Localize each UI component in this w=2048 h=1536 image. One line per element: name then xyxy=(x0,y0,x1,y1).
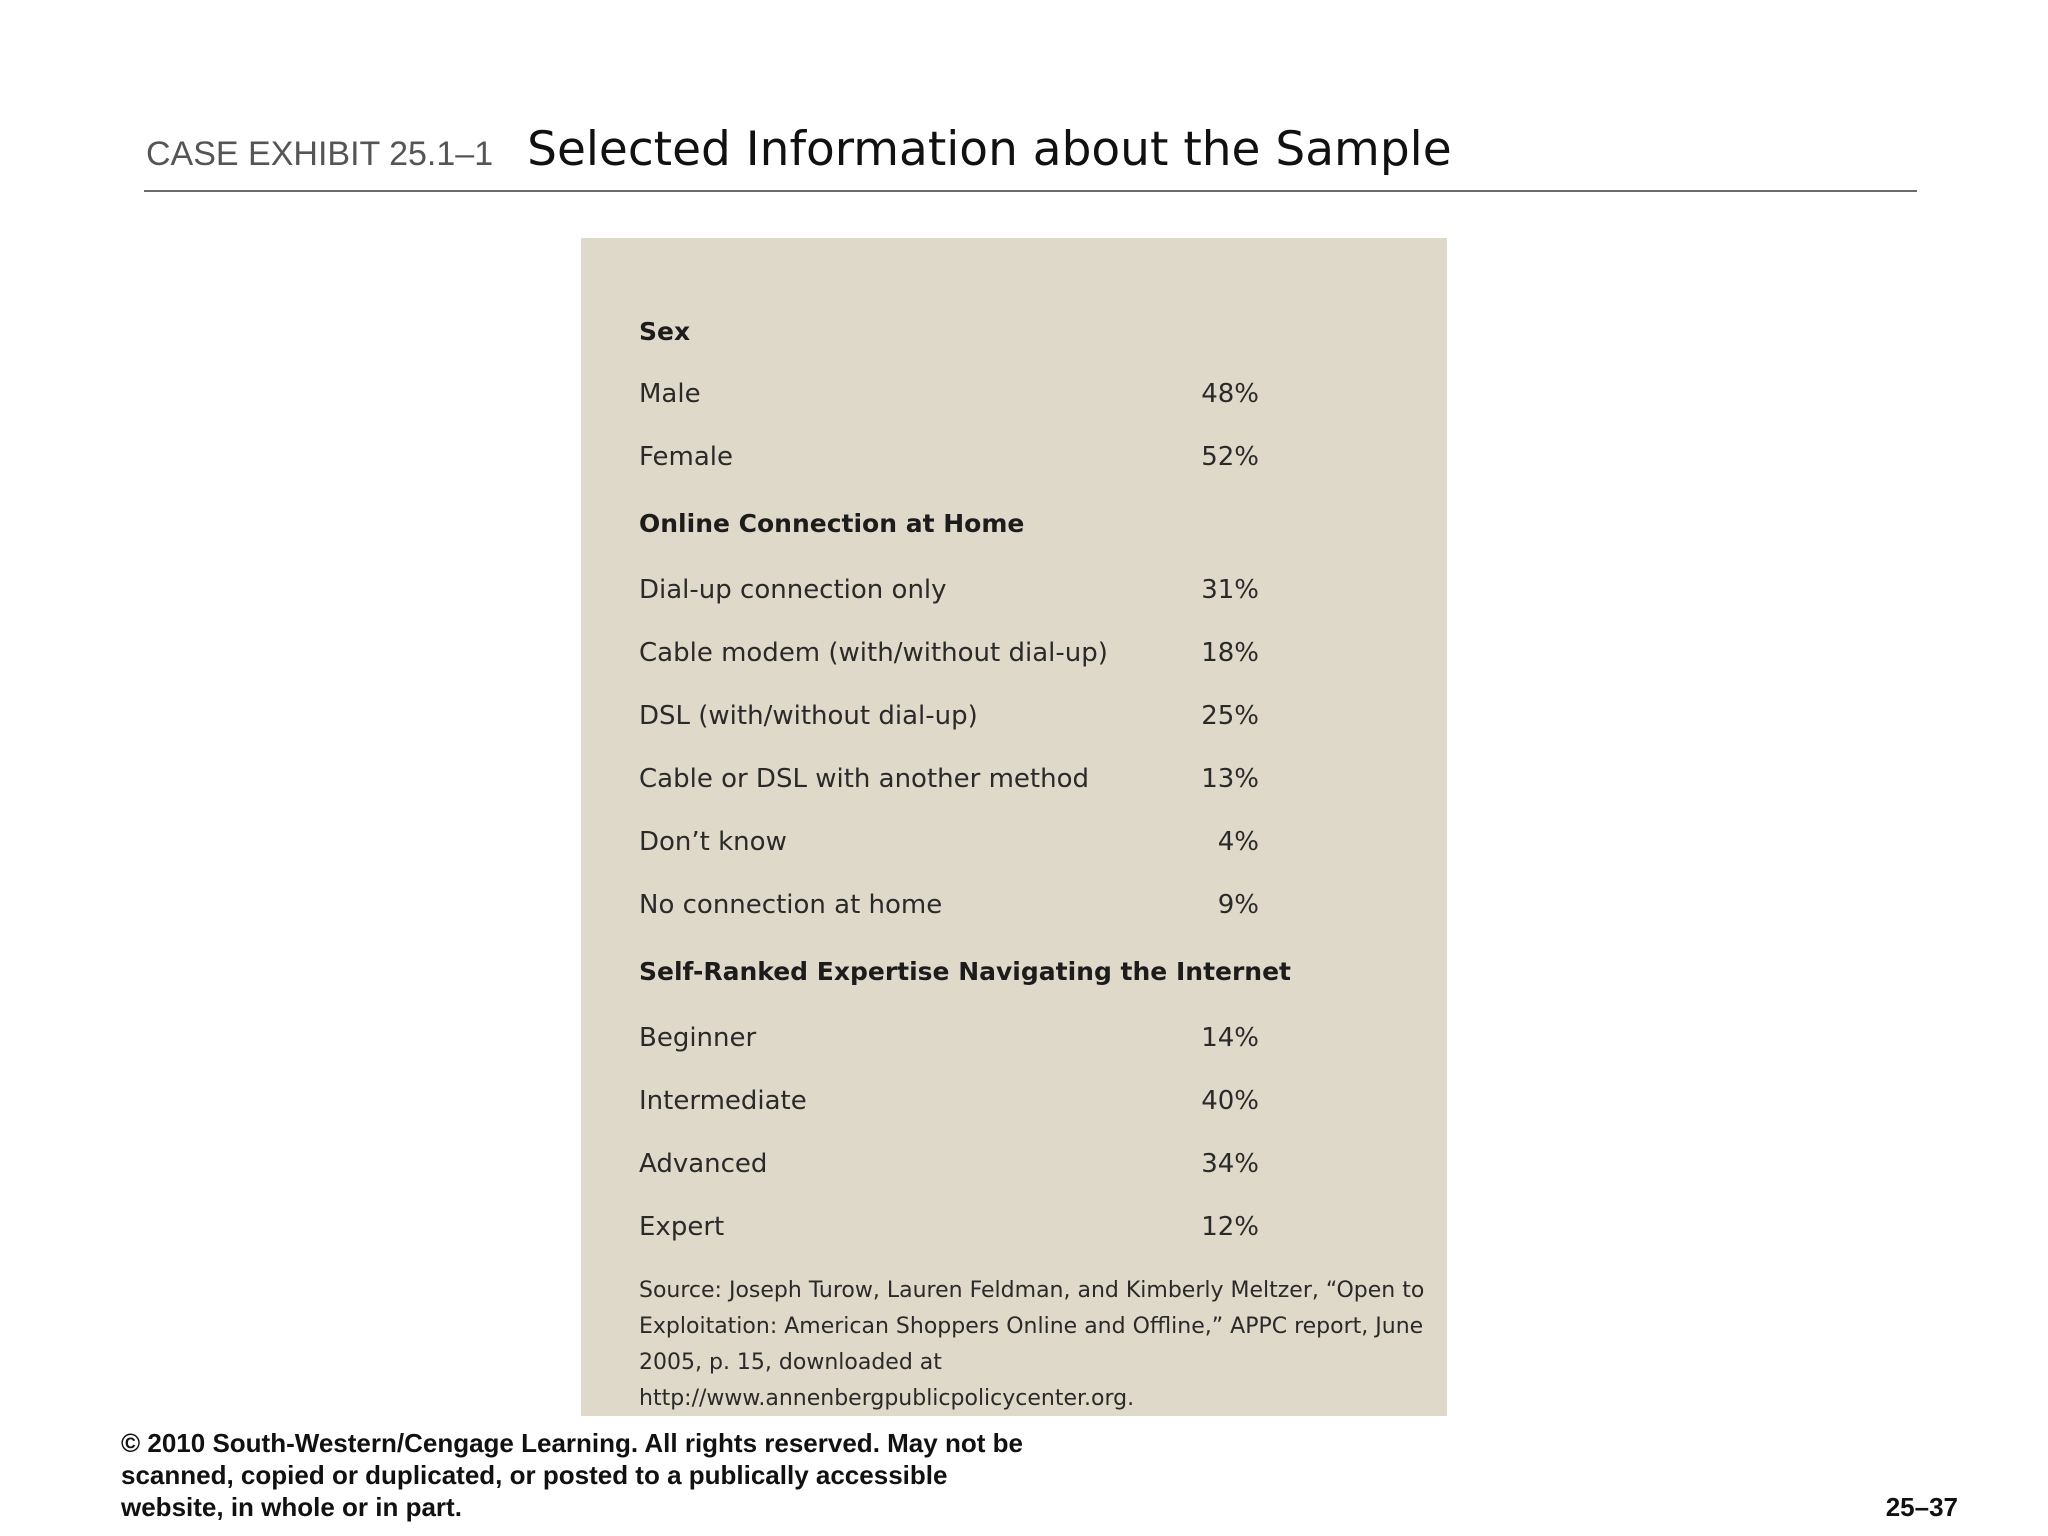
row-value: 34% xyxy=(1201,1149,1259,1179)
row-label: Beginner xyxy=(639,1023,757,1053)
row-label: No connection at home xyxy=(639,890,943,920)
table-row xyxy=(639,748,1259,811)
section-heading-sex: Sex xyxy=(639,317,691,346)
row-label: Expert xyxy=(639,1212,725,1242)
row-label: Don’t know xyxy=(639,827,787,857)
row-value: 52% xyxy=(1201,442,1259,472)
row-value: 31% xyxy=(1201,575,1259,605)
row-value: 14% xyxy=(1201,1023,1259,1053)
section-heading-expertise: Self-Ranked Expertise Navigating the Internet xyxy=(639,957,1292,986)
row-label: DSL (with/without dial-up) xyxy=(639,701,978,731)
row-value: 4% xyxy=(1217,827,1259,857)
row-label: Intermediate xyxy=(639,1086,807,1116)
table-row xyxy=(639,1133,1259,1196)
row-value: 12% xyxy=(1201,1212,1259,1242)
row-label: Female xyxy=(639,442,734,472)
section-heading-online-connection: Online Connection at Home xyxy=(639,509,1025,538)
table-row xyxy=(639,1196,1259,1259)
sample-table xyxy=(639,300,1292,1259)
row-label: Cable modem (with/without dial-up) xyxy=(639,638,1108,668)
copyright-notice: © 2010 South-Western/Cengage Learning. All rights reserved. May not be scanned, copied or duplicated, or posted to a publically accessible website, in whole or in part. xyxy=(121,1428,1023,1522)
row-value: 25% xyxy=(1201,701,1259,731)
header-divider xyxy=(144,190,1917,192)
table-row xyxy=(639,811,1259,874)
page-number: 25–37 xyxy=(1885,1492,1958,1522)
table-row xyxy=(639,559,1259,622)
row-label: Advanced xyxy=(639,1149,768,1179)
row-label: Cable or DSL with another method xyxy=(639,764,1089,794)
row-label: Dial-up connection only xyxy=(639,575,947,605)
row-value: 40% xyxy=(1201,1086,1259,1116)
table-row xyxy=(639,685,1259,748)
table-row xyxy=(639,622,1259,685)
table-row xyxy=(639,1007,1259,1070)
table-row xyxy=(639,426,1259,489)
row-value: 18% xyxy=(1201,638,1259,668)
exhibit-label: CASE EXHIBIT 25.1–1 xyxy=(146,135,494,173)
slide-header xyxy=(146,122,1916,192)
table-row xyxy=(639,874,1259,937)
table-row xyxy=(639,1070,1259,1133)
row-value: 9% xyxy=(1217,890,1259,920)
row-label: Male xyxy=(639,379,701,409)
exhibit-title: Selected Information about the Sample xyxy=(527,122,1452,177)
table-row xyxy=(639,363,1259,426)
source-citation: Source: Joseph Turow, Lauren Feldman, and Kimberly Meltzer, “Open to Exploitation: American Shoppers Online and Offline,” APPC report, June 2005, p. 15, downloaded at http://www.annenbergpublicpolicycenter.org. xyxy=(639,1278,1425,1411)
row-value: 13% xyxy=(1201,764,1259,794)
row-value: 48% xyxy=(1201,379,1259,409)
exhibit-panel xyxy=(581,238,1447,1416)
